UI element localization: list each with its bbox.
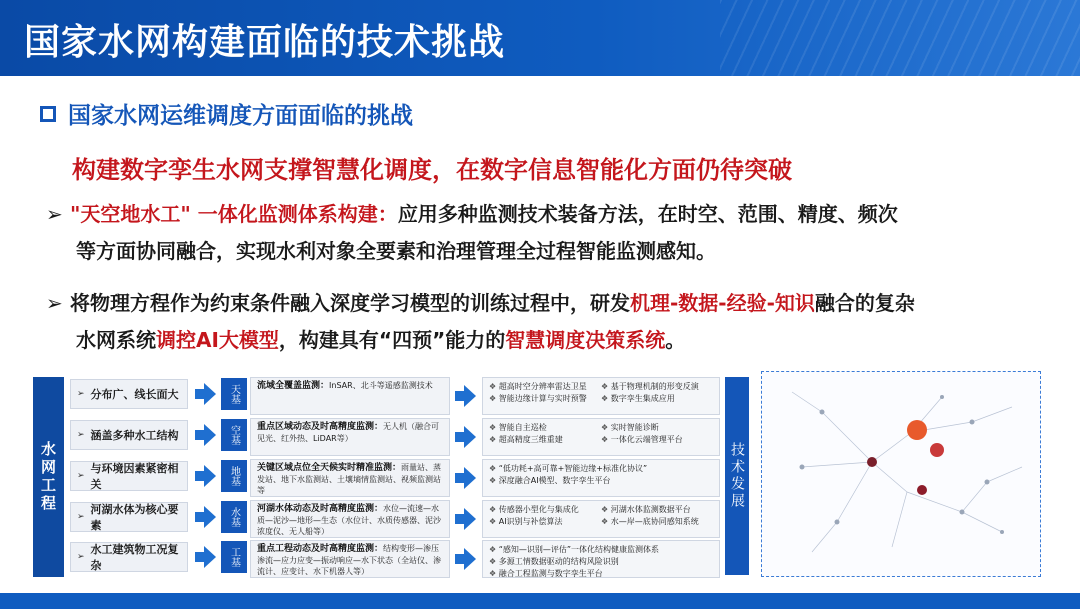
- challenge-item-label: 河湖水体为核心要素: [90, 503, 179, 532]
- chevron-right-icon: [464, 508, 476, 530]
- bullet-2-text: 将物理方程作为约束条件融入深度学习模型的训练过程中，研发: [70, 291, 630, 315]
- challenge-item: [70, 461, 188, 491]
- bullet-2-text: 水网系统: [76, 328, 156, 352]
- arrow-connector: [455, 514, 464, 524]
- title-bar: [0, 0, 1080, 76]
- challenge-item: [70, 502, 188, 532]
- tech-trend-box: [482, 377, 720, 415]
- monitoring-method-title: 关键区域点位全天候实时精准监测：: [257, 463, 402, 473]
- tech-trend-item: ❖ 一体化云端管理平台: [601, 434, 713, 446]
- tech-trend-row: [489, 556, 713, 568]
- tech-trend-box: [482, 459, 720, 497]
- arrow-connector: [195, 471, 204, 481]
- tech-trend-item: ❖ 实时智能诊断: [601, 422, 713, 434]
- tech-trend-row: [489, 516, 713, 528]
- challenge-item: [70, 420, 188, 450]
- arrow-bullet-icon: ➢: [46, 202, 63, 226]
- chevron-right-icon: [204, 383, 216, 405]
- tech-trend-row: [489, 475, 713, 487]
- chevron-right-icon: [204, 546, 216, 568]
- square-bullet-icon: [40, 106, 56, 122]
- chevron-right-icon: [464, 467, 476, 489]
- platform-tag: 地基: [221, 460, 247, 492]
- challenge-item-label: 与环境因素紧密相关: [90, 462, 179, 491]
- platform-tag: 水基: [221, 501, 247, 533]
- monitoring-method: [250, 418, 450, 456]
- bullet-2-text: 融合的复杂: [814, 291, 915, 315]
- headline: 构建数字孪生水网支撑智慧化调度，在数字信息智能化方面仍待突破: [72, 156, 792, 184]
- water-network-label: 水网工程: [33, 377, 64, 577]
- arrow-connector: [455, 554, 464, 564]
- network-graph-svg: [762, 372, 1039, 575]
- tech-trend-item: ❖ “感知—识别—评估”一体化结构健康监测体系: [489, 544, 713, 556]
- monitoring-method: [250, 459, 450, 497]
- platform-tag: 天基: [221, 378, 247, 410]
- arrow-bullet-icon: ➢: [77, 471, 85, 481]
- bullet-1-text-cont: 等方面协同融合，实现水利对象全要素和治理管理全过程智能监测感知。: [76, 239, 716, 263]
- arrow-bullet-icon: ➢: [46, 291, 63, 315]
- chevron-right-icon: [464, 426, 476, 448]
- arrow-bullet-icon: ➢: [77, 430, 85, 440]
- tech-trend-item: ❖ 深度融合AI模型、数字孪生平台: [489, 475, 713, 487]
- bullet-2-highlight: 机理-数据-经验-知识: [630, 291, 815, 315]
- tech-trend-item: ❖ 智能自主巡检: [489, 422, 601, 434]
- arrow-bullet-icon: ➢: [77, 552, 85, 562]
- tech-trend-row: [489, 422, 713, 434]
- platform-tag: 空基: [221, 419, 247, 451]
- tech-trend-row: [489, 544, 713, 556]
- monitoring-method-title: 重点区域动态及时高精度监测：: [257, 422, 384, 432]
- arrow-connector: [195, 389, 204, 399]
- bullet-1-text: 应用多种监测技术装备方法，在时空、范围、精度、频次: [397, 202, 898, 226]
- arrow-bullet-icon: ➢: [77, 389, 85, 399]
- monitoring-method-detail: 水位—流速—水质—泥沙—地形—生态（水位计、水质传感器、泥沙浓度仪、无人船等）: [257, 504, 441, 536]
- arrow-connector: [195, 512, 204, 522]
- tech-trend-item: ❖ 超高时空分辨率雷达卫星: [489, 381, 601, 393]
- graph-nodes: [800, 395, 1005, 534]
- bullet-2-highlight: 智慧调度决策系统: [505, 328, 666, 352]
- tech-trend-row: [489, 504, 713, 516]
- monitoring-method-title: 重点工程动态及时高精度监测：: [257, 544, 384, 554]
- arrow-connector: [195, 552, 204, 562]
- tech-trend-item: ❖ 多源工情数据驱动的结构风险识别: [489, 556, 713, 568]
- arrow-connector: [455, 473, 464, 483]
- bullet-1: [46, 196, 1036, 270]
- arrow-connector: [455, 432, 464, 442]
- tech-trend-item: ❖ “低功耗+高可靠+智能边缘+标准化协议”: [489, 463, 713, 475]
- monitoring-method: [250, 500, 450, 538]
- chevron-right-icon: [204, 506, 216, 528]
- tech-trend-item: ❖ 水—岸—底协同感知系统: [601, 516, 713, 528]
- bullet-2-highlight: 调控AI大模型: [156, 328, 279, 352]
- footer-bar: [0, 593, 1080, 609]
- challenge-item: [70, 379, 188, 409]
- arrow-bullet-icon: ➢: [77, 512, 85, 522]
- tech-trend-item: ❖ 河湖水体监测数据平台: [601, 504, 713, 516]
- platform-tag: 工基: [221, 541, 247, 573]
- monitoring-method-title: 河湖水体动态及时高精度监测：: [257, 504, 384, 514]
- tech-trend-row: [489, 393, 713, 405]
- monitoring-method-detail: 雨量站、蒸发站、地下水监测站、土壤墒情监测站、视频监测站等: [257, 463, 442, 495]
- chevron-right-icon: [464, 548, 476, 570]
- tech-trend-row: [489, 568, 713, 578]
- chevron-right-icon: [204, 424, 216, 446]
- tech-trend-row: [489, 434, 713, 446]
- bullet-2: [46, 285, 1036, 359]
- graph-edges: [792, 392, 1022, 552]
- tech-trend-box: [482, 540, 720, 578]
- monitoring-method: [250, 540, 450, 578]
- tech-trend-item: ❖ 融合工程监测与数字孪生平台: [489, 568, 713, 578]
- bullet-2-text: ，构建具有“四预”能力的: [278, 328, 506, 352]
- bullet-2-text: 。: [665, 328, 686, 352]
- tech-trend-item: ❖ 超高精度三维重建: [489, 434, 601, 446]
- tech-development-label: 技术发展: [725, 377, 749, 575]
- bullet-1-highlight: "天空地水工" 一体化监测体系构建：: [70, 202, 398, 226]
- header-decoration: [720, 0, 1080, 76]
- monitoring-method-detail: 无人机（融合可见光、红外热、LiDAR等）: [257, 422, 440, 443]
- tech-trend-item: ❖ 传感器小型化与集成化: [489, 504, 601, 516]
- challenge-item-label: 涵盖多种水工结构: [90, 429, 179, 442]
- chevron-right-icon: [464, 385, 476, 407]
- tech-trend-box: [482, 418, 720, 456]
- tech-trend-item: ❖ AI识别与补偿算法: [489, 516, 601, 528]
- arrow-connector: [455, 391, 464, 401]
- monitoring-method: [250, 377, 450, 415]
- tech-trend-item: ❖ 数字孪生集成应用: [601, 393, 713, 405]
- monitoring-method-detail: 结构变形—渗压渗流—应力应变—振动响应—水下状态（全站仪、渗流计、应变计、水下机器人等）: [257, 544, 441, 576]
- tech-trend-row: [489, 381, 713, 393]
- challenge-item-label: 分布广、线长面大: [90, 388, 179, 401]
- tech-trend-row: [489, 463, 713, 475]
- bullet-2-line2: [46, 322, 1036, 359]
- challenge-item-label: 水工建筑物工况复杂: [90, 543, 179, 572]
- tech-trend-item: ❖ 智能边缘计算与实时预警: [489, 393, 601, 405]
- section-title: 国家水网运维调度方面面临的挑战: [68, 103, 413, 129]
- arrow-connector: [195, 430, 204, 440]
- tech-trend-box: [482, 500, 720, 538]
- chevron-right-icon: [204, 465, 216, 487]
- monitoring-method-title: 流域全覆盖监测：: [257, 381, 330, 391]
- section-heading: [40, 97, 413, 130]
- network-graph: [761, 371, 1041, 577]
- page-title: 国家水网构建面临的技术挑战: [24, 22, 506, 63]
- tech-trend-item: ❖ 基于物理机制的形变反演: [601, 381, 713, 393]
- challenge-item: [70, 542, 188, 572]
- monitoring-method-detail: InSAR、北斗等遥感监测技术: [329, 381, 433, 390]
